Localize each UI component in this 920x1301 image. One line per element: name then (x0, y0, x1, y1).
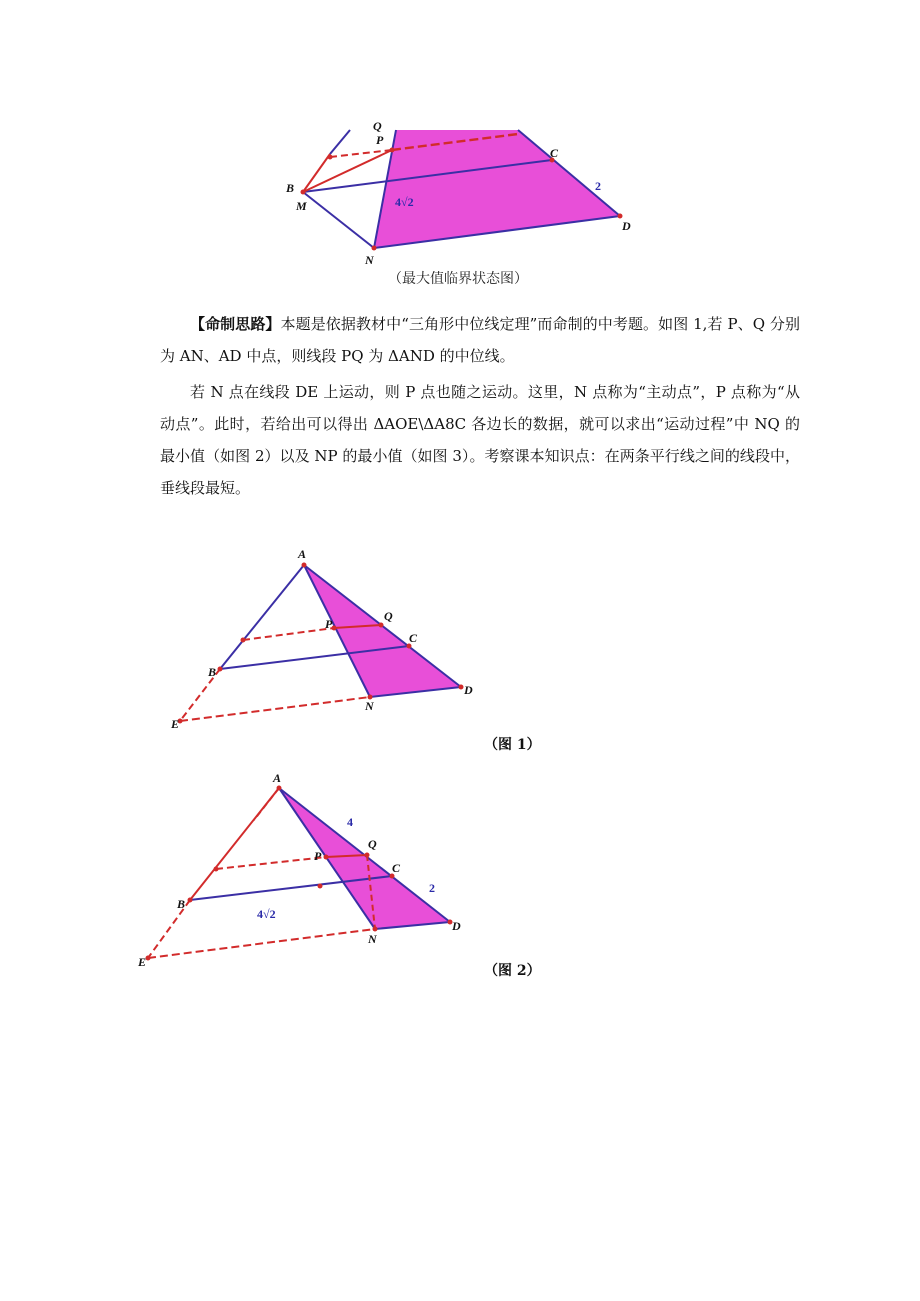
point-d-dot (618, 214, 623, 219)
label-p: P (314, 849, 322, 863)
segment-mid-dashed (243, 628, 334, 640)
paragraph-motion (160, 376, 800, 504)
label-m: M (296, 199, 307, 213)
point-corner-dot (328, 155, 333, 160)
label-length-4root2: 4√2 (257, 907, 276, 921)
label-e: E (138, 955, 147, 969)
label-c: C (392, 861, 401, 875)
point-b-dot (218, 667, 223, 672)
segment-mid-dashed (216, 857, 326, 869)
shaded-triangle-and (304, 565, 461, 697)
label-d: D (622, 219, 631, 233)
figure-2-svg (132, 772, 472, 972)
paragraph-idea (160, 308, 800, 372)
point-e-dot (146, 956, 151, 961)
label-q: Q (373, 119, 382, 133)
idea-heading: 【命制思路】 (190, 315, 281, 333)
label-length-4: 4 (347, 815, 353, 829)
point-b-dot (188, 898, 193, 903)
segment-ab (220, 565, 304, 669)
figure-1-caption: （图 1） (484, 737, 541, 753)
figure-1-svg (165, 548, 485, 738)
label-n: N (365, 699, 374, 713)
label-p: P (376, 133, 384, 147)
idea-body: 本题是依据教材中“三角形中位线定理”而命制的中考题。如图 1,若 P、Q 分别为 AN、AD 中点，则线段 PQ 为 ΔAND 的中位线。 (160, 315, 800, 365)
label-d: D (452, 919, 461, 933)
point-mid-dot (214, 867, 219, 872)
point-p-dot (324, 855, 329, 860)
segment-top-blue (330, 130, 350, 154)
label-b: B (208, 665, 217, 679)
label-length-2: 2 (595, 179, 601, 193)
point-n-dot (373, 927, 378, 932)
label-q: Q (368, 837, 377, 851)
label-c: C (550, 146, 559, 160)
label-c: C (409, 631, 418, 645)
label-b: B (177, 897, 186, 911)
segment-en-dashed (180, 697, 370, 721)
label-e: E (171, 717, 180, 731)
label-length-4root2: 4√2 (395, 195, 414, 209)
segment-bn (303, 192, 374, 248)
figure-top-caption: （最大值临界状态图） (388, 271, 528, 287)
point-b-dot (301, 190, 306, 195)
motion-body: 若 N 点在线段 DE 上运动，则 P 点也随之运动。这里，N 点称为“主动点”，P 点称为“从动点”。此时，若给出可以得出 ΔAOE\ΔA8C 各边长的数据，就可以求出“运动过程”中 NQ 的最小值（如图 2）以及 NP 的最小值（如图 3）。考察课本知识点：在两条平行线之间的线段中，垂线段最短。 (160, 383, 800, 497)
figure-critical-state (270, 110, 650, 270)
point-d-dot (459, 685, 464, 690)
point-p-dot (390, 148, 395, 153)
label-n: N (368, 932, 377, 946)
label-d: D (464, 683, 473, 697)
label-b: B (286, 181, 295, 195)
point-mid-dot (241, 638, 246, 643)
figure-2 (132, 772, 472, 972)
label-q: Q (384, 609, 393, 623)
point-q-dot (365, 853, 370, 858)
segment-en-dashed (148, 929, 375, 958)
label-length-2: 2 (429, 881, 435, 895)
figure-1 (165, 548, 485, 738)
figure-2-caption: （图 2） (484, 963, 541, 979)
point-n-dot (372, 246, 377, 251)
point-q-dot (379, 623, 384, 628)
label-a: A (298, 547, 307, 561)
point-a-dot (277, 786, 282, 791)
point-bc-mid-dot (318, 884, 323, 889)
figure-critical-state-svg (270, 110, 650, 270)
label-a: A (273, 771, 282, 785)
label-n: N (365, 253, 374, 267)
label-p: P (325, 617, 333, 631)
point-a-dot (302, 563, 307, 568)
